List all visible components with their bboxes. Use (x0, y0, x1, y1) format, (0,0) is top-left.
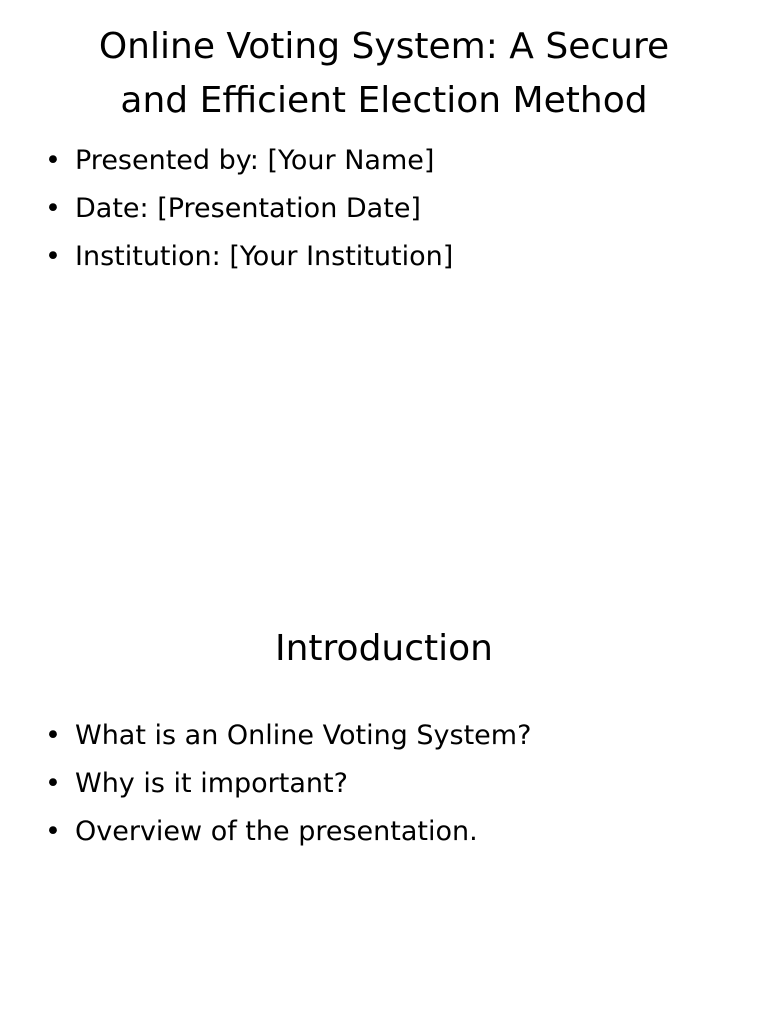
bullet-overview (40, 808, 730, 856)
bullet-text: Institution: [Your Institution] (75, 241, 454, 272)
bullet-text: Why is it important? (75, 768, 348, 799)
bullet-icon: • (45, 720, 61, 751)
bullet-icon: • (45, 193, 61, 224)
bullet-icon: • (45, 768, 61, 799)
bullet-date (40, 185, 730, 233)
bullet-institution (40, 233, 730, 281)
bullet-presenter (40, 137, 730, 185)
title-line: Introduction (274, 628, 493, 669)
title-line: and Efficient Election Method (120, 80, 648, 121)
bullet-text: Date: [Presentation Date] (75, 193, 421, 224)
bullet-icon: • (45, 241, 61, 272)
bullet-text: Presented by: [Your Name] (75, 145, 435, 176)
slide-title (40, 20, 728, 128)
bullet-text: Overview of the presentation. (75, 816, 478, 847)
bullet-icon: • (45, 816, 61, 847)
title-line: Online Voting System: A Secure (98, 26, 670, 67)
bullet-why-important (40, 760, 730, 808)
bullet-list (40, 712, 730, 856)
slide-title (40, 622, 728, 676)
bullet-what-is (40, 712, 730, 760)
bullet-icon: • (45, 145, 61, 176)
slide-introduction (0, 512, 768, 1024)
bullet-text: What is an Online Voting System? (75, 720, 532, 751)
bullet-list (40, 137, 730, 281)
